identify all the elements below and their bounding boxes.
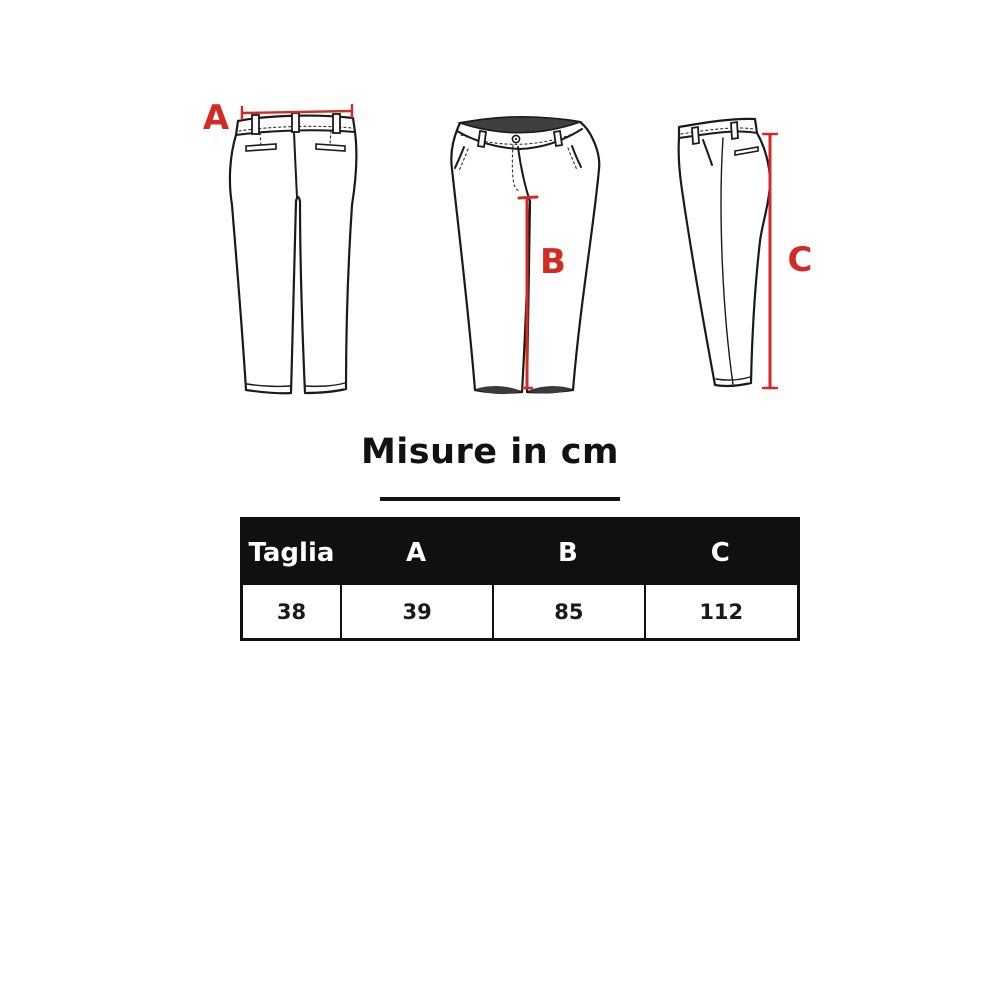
- pants-side-view-drawing: [638, 85, 818, 415]
- title-underline: [380, 497, 620, 501]
- page-title: Misure in cm: [360, 432, 620, 472]
- pants-back-outline: [230, 116, 357, 394]
- size-table-header-row: [243, 520, 797, 585]
- header-cell-c: C: [710, 537, 730, 568]
- back-pocket-welt: [246, 144, 276, 151]
- cell-a-value: 39: [340, 585, 492, 638]
- size-table-data-row: [243, 585, 797, 638]
- pants-back-view-svg: [198, 85, 378, 415]
- cell-c-value: 112: [644, 585, 797, 638]
- measure-label-b: B: [540, 242, 566, 282]
- measure-label-c: C: [787, 240, 813, 280]
- belt-loop: [554, 131, 562, 146]
- measure-label-a: A: [202, 98, 230, 138]
- pants-front-view-svg: [428, 85, 628, 415]
- pants-back-view-drawing: [198, 85, 378, 415]
- size-table: [240, 517, 800, 641]
- cell-size-value: 38: [276, 599, 307, 624]
- belt-loop: [731, 122, 738, 139]
- pants-side-view-svg: [638, 85, 818, 415]
- dimension-end-tick: [519, 197, 537, 198]
- belt-loop: [692, 127, 699, 144]
- pants-front-view-drawing: [428, 85, 628, 415]
- cell-b-value: 85: [492, 585, 643, 638]
- header-cell-b: B: [557, 537, 578, 568]
- width-dimension-arrow: [242, 111, 352, 113]
- belt-loop: [333, 114, 340, 133]
- back-pocket-welt: [316, 144, 345, 151]
- waist-button-hole: [515, 138, 517, 140]
- header-cell-taglia: Taglia: [248, 537, 335, 568]
- pants-side-outline: [679, 119, 770, 386]
- belt-loop: [292, 113, 299, 132]
- belt-loop: [252, 115, 259, 134]
- header-cell-a: A: [406, 537, 427, 568]
- belt-loop: [478, 131, 486, 147]
